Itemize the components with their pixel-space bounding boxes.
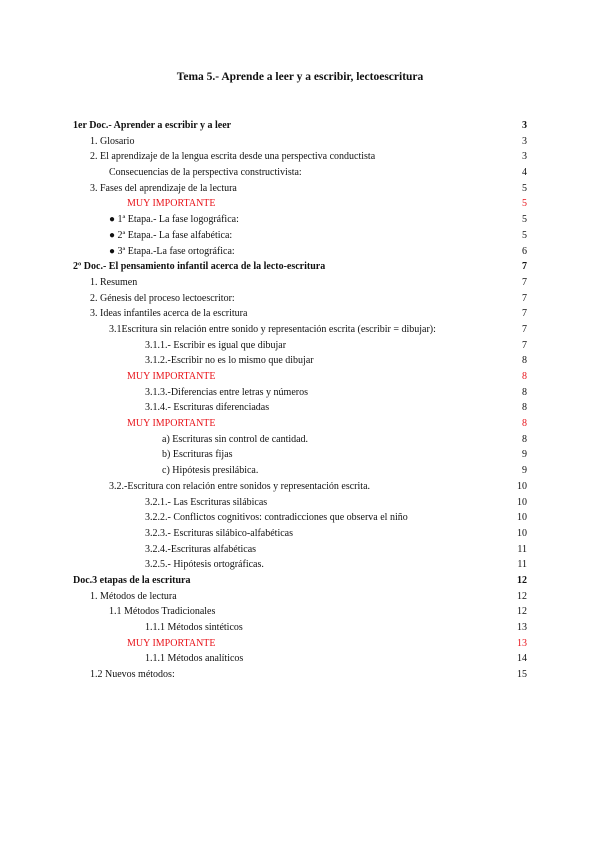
toc-entry-page-number: 5 [522,214,527,226]
toc-entry[interactable] [0,228,600,244]
toc-entry-text: 3.2.4.-Escrituras alfabéticas [145,543,257,555]
toc-entry[interactable] [0,573,600,589]
toc-entry-page-number: 6 [522,245,527,257]
toc-entry[interactable] [0,181,600,197]
toc-entry-text: Doc.3 etapas de la escritura [73,574,191,586]
toc-entry[interactable] [0,667,600,683]
toc-entry-text: 1.1.1 Métodos analíticos [145,653,244,665]
toc-entry-text: ● 3ª Etapa.-La fase ortográfica: [109,245,235,257]
toc-entry-page-number: 10 [517,527,527,539]
toc-entry-page-number: 11 [517,559,527,571]
toc-entry-page-number: 12 [517,590,527,602]
toc-entry-text: 3.1.4.- Escrituras diferenciadas [145,402,270,414]
toc-entry-text: 3.1Escritura sin relación entre sonido y representación escrita (escribir = dibujar): [109,323,436,335]
toc-entry[interactable] [0,149,600,165]
toc-entry[interactable] [0,291,600,307]
toc-entry[interactable] [0,259,600,275]
toc-entry-page-number: 10 [517,496,527,508]
toc-entry-page-number: 3 [522,151,527,163]
toc-entry[interactable] [0,369,600,385]
toc-entry-text: a) Escrituras sin control de cantidad. [162,433,309,445]
toc-entry-page-number: 9 [522,449,527,461]
toc-entry-page-number: 8 [522,402,527,414]
toc-entry-text: 1er Doc.- Aprender a escribir y a leer [73,120,232,131]
toc-entry-page-number: 10 [517,480,527,492]
toc-entry-text: Consecuencias de la perspectiva constructivista: [109,167,302,179]
toc-entry-text: 1. Glosario [90,135,135,147]
toc-entry[interactable] [0,244,600,260]
toc-entry-text: 3.2.5.- Hipótesis ortográficas. [145,559,264,571]
toc-entry[interactable] [0,651,600,667]
toc-entry-text: 3.2.2.- Conflictos cognitivos: contradicciones que observa el niño [145,512,408,524]
toc-entry[interactable] [0,479,600,495]
toc-entry[interactable] [0,604,600,620]
toc-entry-text: 3.1.1.- Escribir es igual que dibujar [145,339,287,351]
toc-entry[interactable] [0,510,600,526]
toc-entry[interactable] [0,542,600,558]
toc-entry-page-number: 7 [522,261,527,273]
toc-entry-text: MUY IMPORTANTE [127,371,216,382]
toc-entry-text: 2º Doc.- El pensamiento infantil acerca de la lecto-escritura [73,261,326,273]
toc-entry-page-number: 7 [522,323,527,335]
toc-entry[interactable] [0,165,600,181]
document-title: Tema 5.- Aprende a leer y a escribir, lectoescritura [176,71,424,83]
toc-entry-page-number: 5 [522,229,527,241]
toc-entry-text: 1.1 Métodos Tradicionales [109,606,216,618]
toc-entry-page-number: 9 [522,465,527,477]
toc-entry[interactable] [0,495,600,511]
toc-entry-text: MUY IMPORTANTE [127,198,216,210]
toc-entry[interactable] [0,196,600,212]
toc-entry-text: 2. Génesis del proceso lectoescritor: [90,292,235,304]
toc-entry[interactable] [0,526,600,542]
toc-entry-text: 3.2.3.- Escrituras silábico-alfabéticas [145,527,293,539]
toc-entry[interactable] [0,463,600,479]
toc-entry-text: 3.2.-Escritura con relación entre sonidos y representación escrita. [109,480,371,492]
toc-entry-page-number: 8 [522,355,527,367]
toc-entry-page-number: 13 [517,622,527,633]
toc-entry-page-number: 5 [522,182,527,194]
toc-entry[interactable] [0,447,600,463]
toc-entry-text: 1. Métodos de lectura [90,590,177,602]
toc-entry-page-number: 14 [517,653,527,665]
toc-entry-text: 3. Fases del aprendizaje de la lectura [90,182,237,194]
toc-entry-page-number: 8 [522,386,527,398]
toc-entry[interactable] [0,322,600,338]
toc-entry-page-number: 5 [522,198,527,210]
toc-entry[interactable] [0,338,600,354]
toc-entry[interactable] [0,134,600,150]
toc-entry[interactable] [0,432,600,448]
toc-entry-text: ● 1ª Etapa.- La fase logográfica: [109,214,239,226]
toc-entry[interactable] [0,212,600,228]
toc-entry-text: 3.2.1.- Las Escrituras silábicas [145,496,268,508]
toc-entry-text: ● 2ª Etapa.- La fase alfabética: [109,229,233,241]
toc-entry-page-number: 7 [522,339,527,351]
toc-entry-page-number: 12 [517,606,527,618]
toc-entry[interactable] [0,306,600,322]
toc-entry-text: 3. Ideas infantiles acerca de la escritura [90,308,248,320]
toc-entry-text: 1. Resumen [90,276,138,288]
toc-entry-page-number: 4 [522,167,527,179]
toc-entry[interactable] [0,636,600,652]
toc-entry-page-number: 8 [522,433,527,445]
toc-entry-page-number: 11 [517,543,527,555]
toc-entry[interactable] [0,620,600,636]
toc-entry-text: b) Escrituras fijas [162,449,233,461]
toc-entry-page-number: 7 [522,292,527,304]
toc-entry[interactable] [0,275,600,291]
toc-entry-text: 3.1.3.-Diferencias entre letras y números [145,386,308,398]
toc-entry-text: MUY IMPORTANTE [127,637,216,649]
toc-entry-page-number: 8 [522,371,527,382]
toc-entry[interactable] [0,589,600,605]
toc-entry[interactable] [0,400,600,416]
toc-entry-text: c) Hipótesis presilábica. [162,465,259,477]
toc-entry-page-number: 12 [517,574,527,586]
toc-entry-page-number: 8 [522,418,527,430]
toc-entry-page-number: 7 [522,308,527,320]
toc-entry-text: 3.1.2.-Escribir no es lo mismo que dibujar [145,355,314,367]
toc-entry[interactable] [0,557,600,573]
toc-entry-page-number: 13 [517,637,527,649]
toc-entry[interactable] [0,385,600,401]
toc-entry-text: MUY IMPORTANTE [127,418,216,430]
toc-entry-text: 2. El aprendizaje de la lengua escrita desde una perspectiva conductista [90,151,376,163]
toc-entry-page-number: 10 [517,512,527,524]
toc-entry-page-number: 7 [522,276,527,288]
toc-entry-text: 1.2 Nuevos métodos: [90,669,175,681]
toc-entry[interactable] [0,353,600,369]
table-of-contents [0,118,600,683]
toc-entry-text: 1.1.1 Métodos sintéticos [145,622,243,633]
toc-entry[interactable] [0,416,600,432]
toc-entry-page-number: 3 [522,135,527,147]
toc-entry[interactable] [0,118,600,134]
toc-entry-page-number: 3 [522,120,527,131]
toc-entry-page-number: 15 [517,669,527,681]
